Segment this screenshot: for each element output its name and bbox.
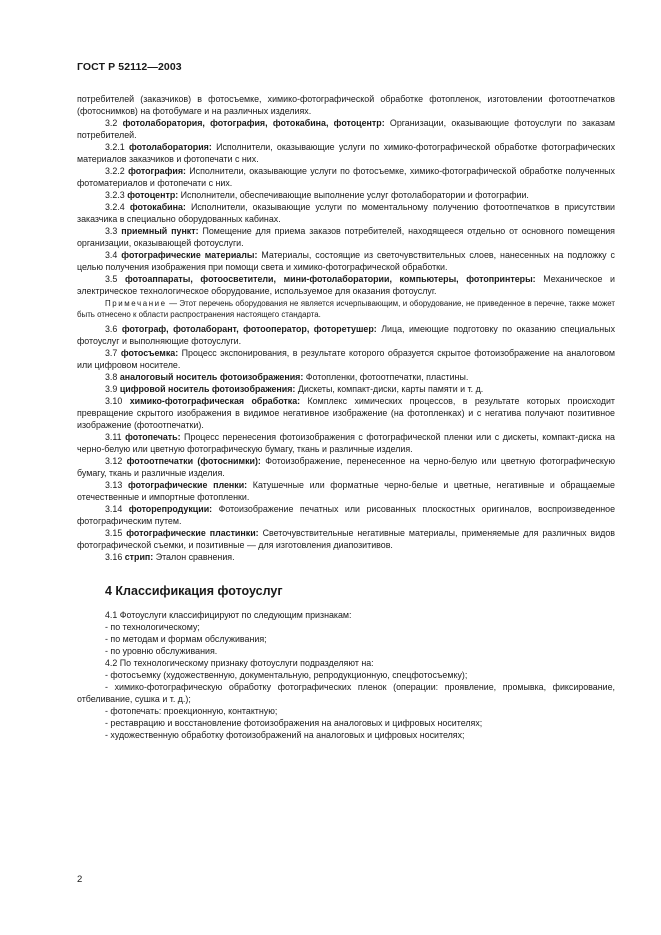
- definition-3-15: 3.15 фотографические пластинки: Светочувствительные негативные материалы, применяемые для различных видов фотографической съемки, и позитивные — для изготовления диапозитивов.: [77, 528, 616, 551]
- definition-3-7: 3.7 фотосъемка: Процесс экспонирования, в результате которого образуется скрытое фотоизображение на аналоговом или цифровом носителе.: [77, 348, 616, 371]
- section-heading: 4 Классификация фотоуслуг: [105, 584, 283, 599]
- document-header: ГОСТ Р 52112—2003: [77, 61, 182, 73]
- page-number: 2: [77, 874, 83, 885]
- list-line: - фотопечать: проекционную, контактную;: [105, 706, 278, 717]
- definition-3-13: 3.13 фотографические пленки: Катушечные или форматные черно-белые и цветные, негативные и обращаемые отечественные и импортные фотопленки.: [77, 480, 615, 503]
- list-line: - по технологическому;: [105, 622, 200, 633]
- definition-3-11: 3.11 фотопечать: Процесс перенесения фотоизображения с фотографической пленки или с дискеты, компакт-диска на черно-белую или цветную фотографическую бумагу, ткань и различные изделия.: [77, 432, 615, 455]
- list-line: - химико-фотографическую обработку фотографических пленок (операции: проявление, промывка, фиксирование, отбеливание, сушка и т. д.);: [77, 682, 615, 705]
- list-line: - по методам и формам обслуживания;: [105, 634, 267, 645]
- list-line: 4.1 Фотоуслуги классифицируют по следующим признакам:: [105, 610, 352, 621]
- definition-3-5: 3.5 фотоаппараты, фотоосветители, мини-фотолаборатории, компьютеры, фотопринтеры: Механическое и электрическое технологическое оборудование, используемое для оказания фотоуслуг.: [77, 274, 616, 296]
- list-line: - художественную обработку фотоизображений на аналоговых и цифровых носителях;: [105, 730, 465, 741]
- definition-3-2-1: 3.2.1 фотолаборатория: Исполнители, оказывающие услуги по химико-фотографической обработке фотографических материалов заказчиков и фотопечати с них.: [77, 142, 616, 164]
- definition-3-16: 3.16 стрип: Эталон сравнения.: [105, 552, 235, 563]
- note-text: — Этот перечень оборудования не является исчерпывающим, и оборудование, не приведенное в перечне, также может быть отнесено к области распространения настоящего стандарта.: [77, 299, 615, 319]
- definition-3-6: 3.6 фотограф, фотолаборант, фотооператор, фоторетушер: Лица, имеющие подготовку по оказанию специальных фотоуслуг и выполняющие фотоуслуги.: [77, 324, 616, 347]
- list-line: - реставрацию и восстановление фотоизображения на аналоговых и цифровых носителях;: [105, 718, 483, 729]
- list-line: 4.2 По технологическому признаку фотоуслуги подразделяют на:: [105, 658, 374, 669]
- definition-3-10: 3.10 химико-фотографическая обработка: Комплекс химических процессов, в результате которых происходит превращение скрытого изображения в видимое негативное изображение (на фотопленках) и с негатива получают позитивное изображение (фотоотпечатки).: [77, 396, 615, 431]
- definition-3-2-3: 3.2.3 фотоцентр: Исполнители, обеспечивающие выполнение услуг фотолаборатории и фотографии.: [105, 190, 529, 200]
- definition-3-4: 3.4 фотографические материалы: Материалы, состоящие из светочувствительных слоев, нанесенных на подложку с целью получения изображения при помощи света и химико-фотографической обработки.: [77, 250, 615, 272]
- note-paragraph: [77, 299, 615, 320]
- definition-3-12: 3.12 фотоотпечатки (фотоснимки): Фотоизображение, перенесенное на черно-белую или цветную фотографическую бумагу, ткань и различные изделия.: [77, 456, 616, 479]
- note-label: Примечание: [105, 299, 167, 308]
- definition-3-2-4: 3.2.4 фотокабина: Исполнители, оказывающие услуги по моментальному получению фотоотпечатков в присутствии заказчика в специально оборудованных кабинах.: [77, 202, 616, 224]
- definition-3-3: 3.3 приемный пункт: Помещение для приема заказов потребителей, находящееся отдельно от основного помещения организации, оказывающей фотоуслуги.: [77, 226, 615, 248]
- definition-3-2-2: 3.2.2 фотография: Исполнители, оказывающие услуги по фотосъемке, химико-фотографической обработке полученных фотоматериалов и фотопечати с них.: [77, 166, 615, 188]
- list-line: - по уровню обслуживания.: [105, 646, 218, 657]
- definition-3-8: 3.8 аналоговый носитель фотоизображения: Фотопленки, фотоотпечатки, пластины.: [105, 372, 469, 383]
- definition-3-2: 3.2 фотолаборатория, фотография, фотокабина, фотоцентр: Организации, оказывающие фотоуслуги по заказам потребителей.: [77, 118, 616, 140]
- document-body: [77, 93, 615, 741]
- paragraph-continuation: потребителей (заказчиков) в фотосъемке, химико-фотографической обработке фотопленок, изготовлении фотоотпечатков (фотоснимков) на фотобумаге и на различных изделиях.: [77, 94, 615, 116]
- definition-3-9: 3.9 цифровой носитель фотоизображения: Дискеты, компакт-диски, карты памяти и т. д.: [105, 384, 484, 395]
- definition-3-14: 3.14 фоторепродукции: Фотоизображение печатных или рисованных плоскостных оригиналов, воспроизведенное фотографическим путем.: [77, 504, 616, 527]
- list-line: - фотосъемку (художественную, документальную, репродукционную, спецфотосъемку);: [105, 670, 468, 681]
